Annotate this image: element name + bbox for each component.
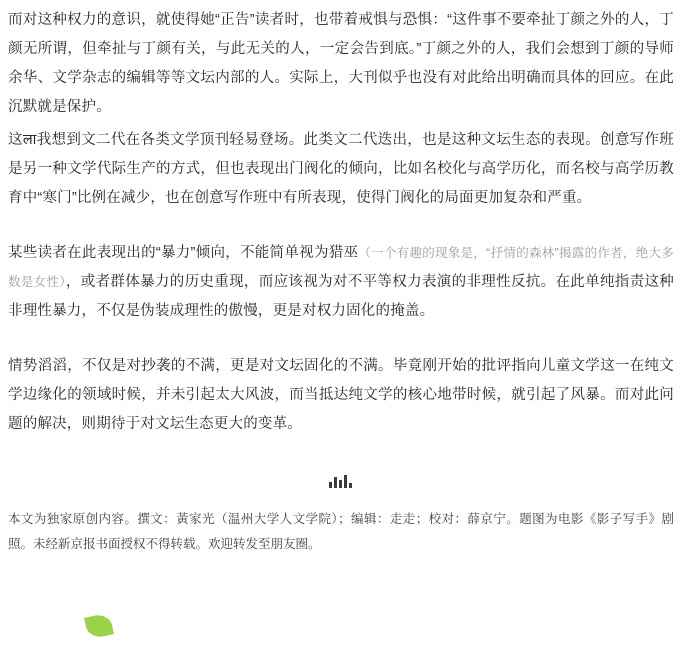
paragraph-3 <box>8 239 674 326</box>
paragraph-3-text-before: 某些读者在此表现出的“暴力”倾向，不能简单视为猎巫 <box>8 245 359 261</box>
paragraph-3-parenthetical-note: （一个有趣的现象是，“抒情的森林”揭露的作者，绝大多数是女性） <box>8 246 674 289</box>
paragraph-4: 情势滔滔，不仅是对抄袭的不满，更是对文坛固化的不满。毕竟刚开始的批评指向儿童文学这一在纯文学边缘化的领域时候，并未引起太大风波，而当抵达纯文学的核心地带时候，就引起了风暴。而对此问题的解决，则期待于对文坛生态更大的变革。 <box>8 358 674 432</box>
credits-line: 本文为独家原创内容。撰文：黃家光（温州大学人文学院）；编辑：走走；校对：薛京宁。题图为电影《影子写手》剧照。未经新京报书面授权不得转载。欢迎转发至朋友圈。 <box>8 512 674 551</box>
article-page <box>0 6 682 639</box>
paragraph-1: 而对这种权力的意识，就使得她“正告”读者时，也带着戒惧与恐惧：“这件事不要牵扯丁颜之外的人，丁颜无所谓，但牵扯与丁颜有关，与此无关的人，一定会告到底。”丁颜之外的人，我们会想到丁颜的导师余华、文学杂志的编辑等等文坛内部的人。实际上，大刊似乎也没有对此给出明确而具体的回应。在此沉默就是保护。 <box>8 12 674 115</box>
paragraph-2: 这ला我想到文二代在各类文学顶刊轻易登场。此类文二代迭出，也是这种文坛生态的表现。创意写作班是另一种文学代际生产的方式，但也表现出门阀化的倾向，比如名校化与高学历化，而名校与高学历教育中“寒门”比例在减少，也在创意写作班中有所表现，使得门阀化的局面更加复杂和严重。 <box>8 132 674 206</box>
leaf-logo-icon <box>86 611 126 645</box>
paragraph-3-text-after: ，或者群体暴力的历史重现，而应该视为对不平等权力表演的非理性反抗。在此单纯指责这种非理性暴力，不仅是伪装成理性的傲慢，更是对权力固化的掩盖。 <box>8 274 674 319</box>
section-divider <box>8 475 674 501</box>
sound-bars-icon <box>329 475 354 489</box>
